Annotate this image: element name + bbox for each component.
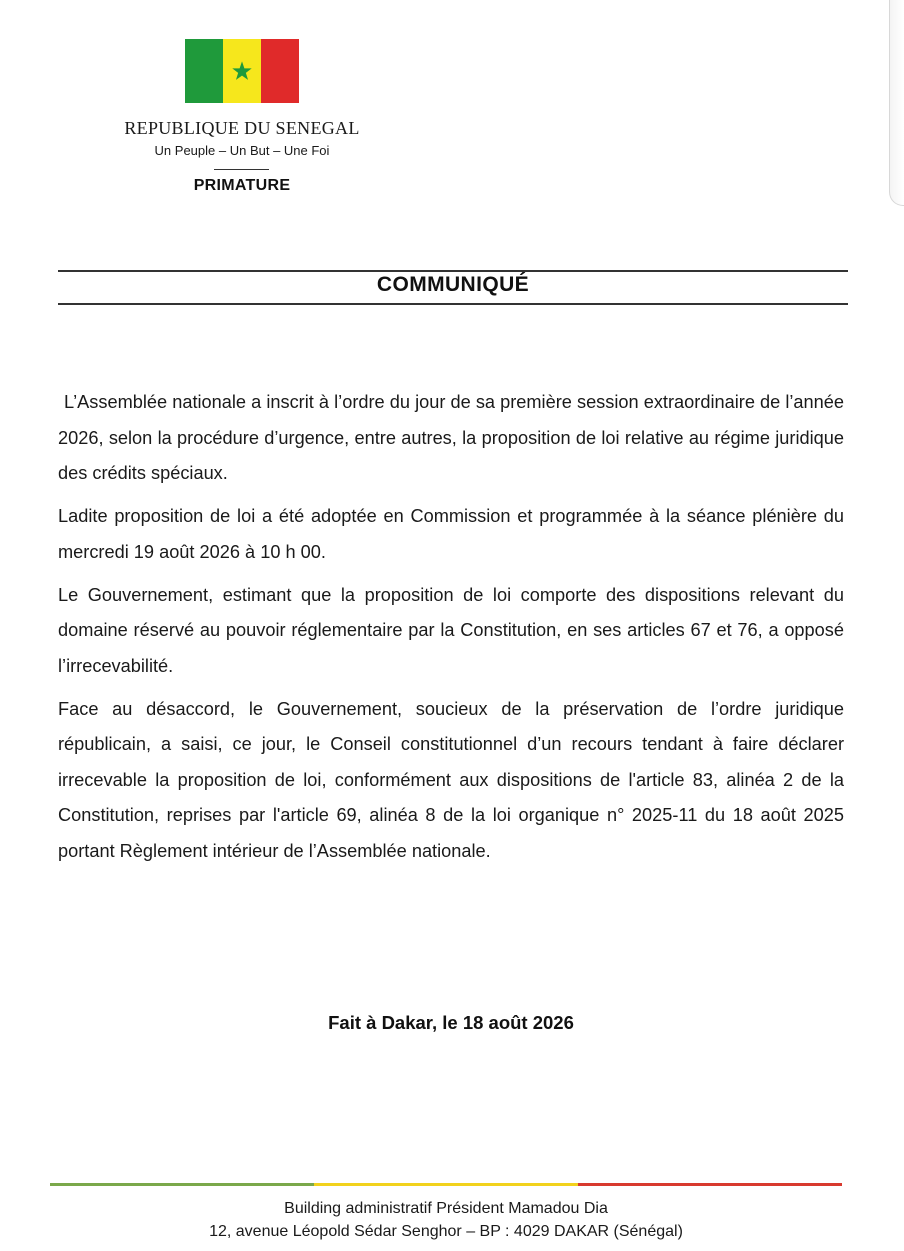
country-name: REPUBLIQUE DU SENEGAL <box>124 118 360 138</box>
document-title: COMMUNIQUÉ <box>376 273 530 296</box>
national-motto: Un Peuple – Un But – Une Foi <box>154 143 330 158</box>
body-paragraph: Le Gouvernement, estimant que la proposition de loi comporte des dispositions relevant du domaine réservé au pouvoir réglementaire par la Constitution, en ses articles 67 et 76, a opposé l’irrecevabilité. <box>58 584 844 676</box>
body-paragraph: L’Assemblée nationale a inscrit à l’ordre du jour de sa première session extraordinaire de l’année 2026, selon la procédure d’urgence, entre autres, la proposition de loi relative au régime juridique des crédits spéciaux. <box>58 392 844 483</box>
office-name: PRIMATURE <box>193 177 291 194</box>
flag-star-icon <box>185 39 299 103</box>
title-bottom-rule <box>58 303 848 305</box>
footer-rule-green <box>50 1183 314 1186</box>
footer-tricolor-rule <box>50 1183 842 1186</box>
page-edge-shadow <box>889 0 904 206</box>
motto-divider <box>214 169 269 170</box>
place-and-date: Fait à Dakar, le 18 août 2026 <box>328 1012 574 1033</box>
body-paragraph: Ladite proposition de loi a été adoptée en Commission et programmée à la séance plénière du mercredi 19 août 2026 à 10 h 00. <box>58 506 844 562</box>
footer-address: 12, avenue Léopold Sédar Senghor – BP : 4029 DAKAR (Sénégal) <box>209 1223 683 1240</box>
communique-body <box>58 385 844 877</box>
footer-rule-red <box>578 1183 842 1186</box>
footer-building: Building administratif Président Mamadou Dia <box>284 1200 608 1217</box>
title-top-rule <box>58 270 848 272</box>
senegal-flag-icon <box>185 39 299 103</box>
body-paragraph: Face au désaccord, le Gouvernement, soucieux de la préservation de l’ordre juridique républicain, a saisi, ce jour, le Conseil constitutionnel d’un recours tendant à faire déclarer irrecevable la proposition de loi, conformément aux dispositions de l'article 83, alinéa 2 de la Constitution, reprises par l'article 69, alinéa 8 de la loi organique n° 2025-11 du 18 août 2025 portant Règlement intérieur de l’Assemblée nationale. <box>58 698 844 861</box>
footer-rule-yellow <box>314 1183 578 1186</box>
